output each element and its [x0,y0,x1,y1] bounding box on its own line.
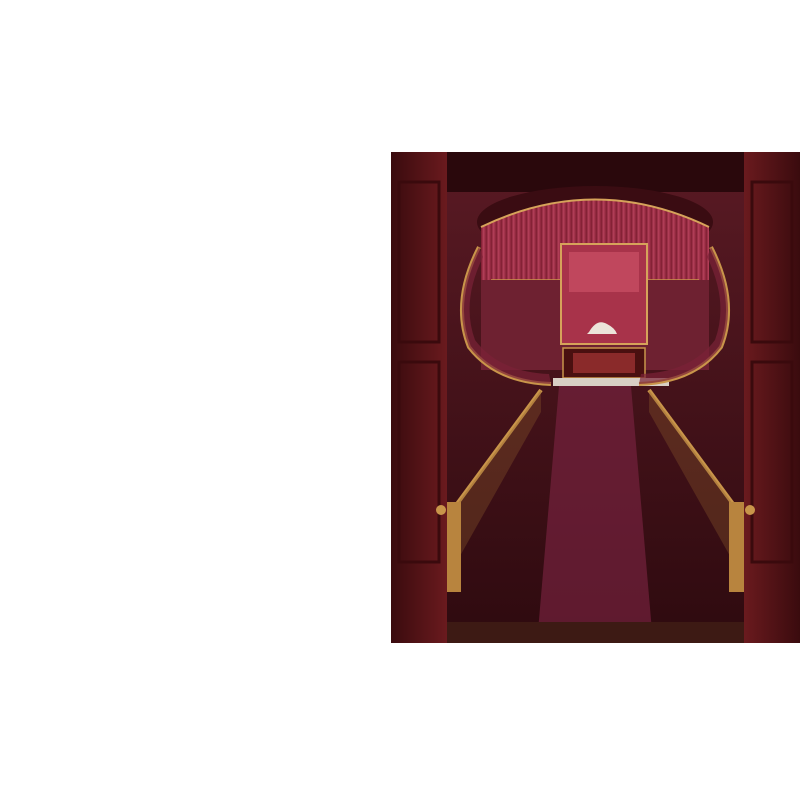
staircase-photograph [391,152,800,643]
